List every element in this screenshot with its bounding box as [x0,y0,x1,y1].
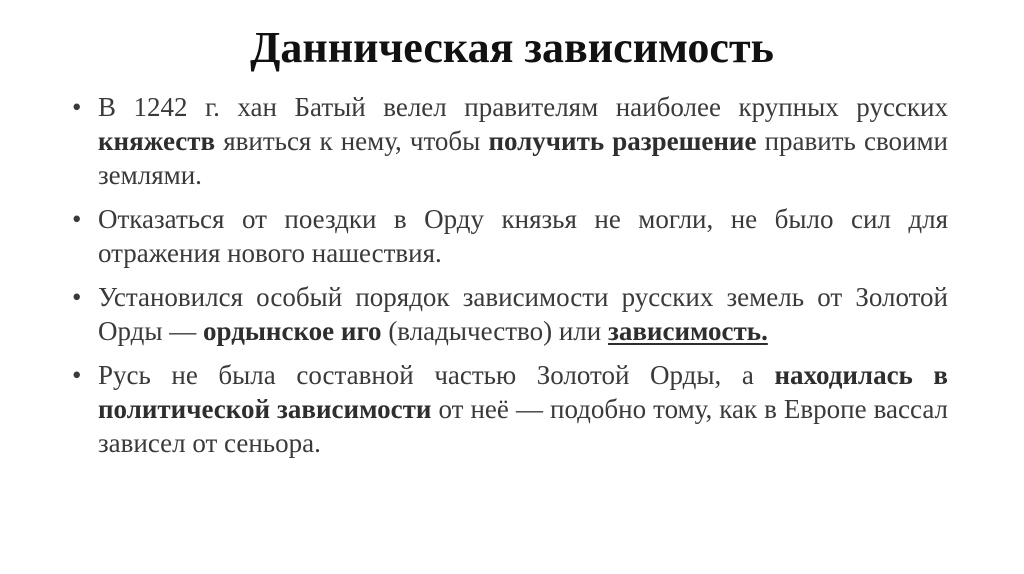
bullet-text [98,92,948,190]
bullet-text [98,282,948,346]
bullet-marker: • [72,282,82,312]
bullet-list [72,90,948,470]
bullet-text [98,204,948,268]
text-segment: от неё — подобно тому, как в Европе вассал зависел от сеньора. [98,394,949,458]
bullet-text [98,360,948,458]
bullet-item [72,90,948,192]
bold-underlined-text-segment: зависимость. [607,316,768,346]
bullet-marker: • [72,360,82,390]
bullet-item [72,280,948,348]
text-segment: править своими землями. [98,126,949,190]
text-segment: Отказаться от поездки в Орду князья не могли, не было сил для отражения нового нашествия. [98,204,948,268]
text-segment: явиться к нему, чтобы [215,126,489,156]
text-segment: В 1242 г. хан Батый велел правителям наиболее крупных русских [98,92,948,122]
bold-text-segment: ордынское иго [203,316,382,346]
bullet-item [72,358,948,460]
bullet-marker: • [72,204,82,234]
bold-text-segment: получить разрешение [488,126,757,156]
bullet-item [72,202,948,270]
text-segment: Установился особый порядок зависимости русских земель от Золотой Орды — [98,282,948,346]
bullet-marker: • [72,92,82,122]
text-segment: Русь не была составной частью Золотой Орды, а [98,360,775,390]
text-segment: (владычество) или [381,316,608,346]
slide-title: Данническая зависимость [250,23,774,72]
bold-text-segment: княжеств [98,126,216,156]
bold-text-segment: находилась в политической зависимости [98,360,948,424]
